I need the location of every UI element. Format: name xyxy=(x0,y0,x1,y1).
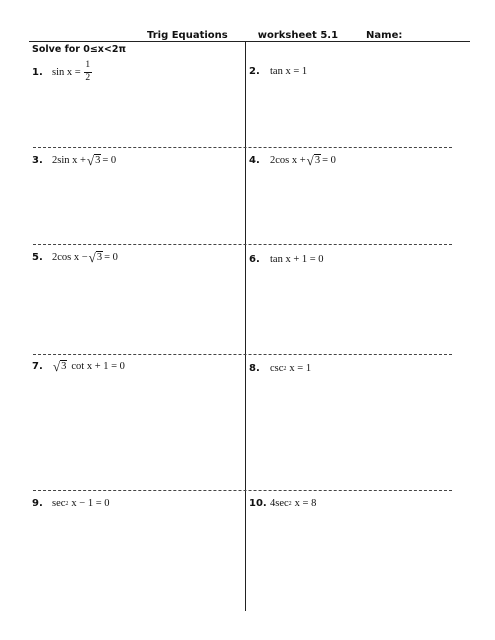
row-separator xyxy=(33,490,452,491)
header-rule xyxy=(29,41,470,42)
worksheet-title: Trig Equations xyxy=(147,30,228,41)
row-separator xyxy=(33,354,452,355)
problem-6 xyxy=(249,254,324,265)
problem-9 xyxy=(32,498,110,509)
row-separator xyxy=(33,147,452,148)
problem-equation: 4sec 2 x = 8 xyxy=(270,498,317,509)
problem-number: 5. xyxy=(32,252,43,264)
worksheet-number: worksheet 5.1 xyxy=(257,30,339,41)
square-root: √ 3 xyxy=(53,359,67,375)
problem-equation: 2cos x + √ 3 = 0 xyxy=(270,153,336,169)
problem-number: 4. xyxy=(249,155,260,167)
problem-4 xyxy=(249,154,336,167)
column-divider xyxy=(245,41,246,611)
problem-equation: sin x = $\frac{1}{2}$ xyxy=(52,60,91,83)
instruction-text: Solve for 0≤x<2π xyxy=(32,44,127,55)
problem-number: 10. xyxy=(249,498,267,509)
problem-equation: tan x = 1 xyxy=(270,66,308,77)
problem-3 xyxy=(32,154,116,167)
row-separator xyxy=(33,244,452,245)
problem-equation: √ 3 cot x + 1 = 0 xyxy=(53,359,125,375)
problem-number: 7. xyxy=(32,361,43,373)
name-label: Name: xyxy=(366,30,403,41)
problem-equation: 2cos x − √ 3 = 0 xyxy=(52,250,118,266)
problem-equation: 2sin x + √ 3 = 0 xyxy=(52,153,117,169)
problem-equation: csc 2 x = 1 xyxy=(270,363,312,374)
problem-number: 2. xyxy=(249,66,260,77)
square-root: √ 3 xyxy=(88,250,103,266)
square-root: √ 3 xyxy=(86,153,101,169)
problem-7 xyxy=(32,360,125,373)
problem-number: 1. xyxy=(32,66,43,78)
square-root: √ 3 xyxy=(306,153,321,169)
problem-equation: tan x + 1 = 0 xyxy=(270,254,324,265)
worksheet-header xyxy=(147,30,402,41)
problem-number: 3. xyxy=(32,155,43,167)
fraction: $\frac{1}{2}$ xyxy=(85,60,91,83)
problem-8 xyxy=(249,363,311,374)
problem-equation: sec 2 x − 1 = 0 xyxy=(52,498,110,509)
problem-number: 6. xyxy=(249,254,260,265)
problem-5 xyxy=(32,251,118,264)
problem-number: 9. xyxy=(32,498,43,509)
problem-10 xyxy=(249,498,316,509)
problem-1 xyxy=(32,61,92,83)
problem-2 xyxy=(249,66,307,77)
problem-number: 8. xyxy=(249,363,260,374)
